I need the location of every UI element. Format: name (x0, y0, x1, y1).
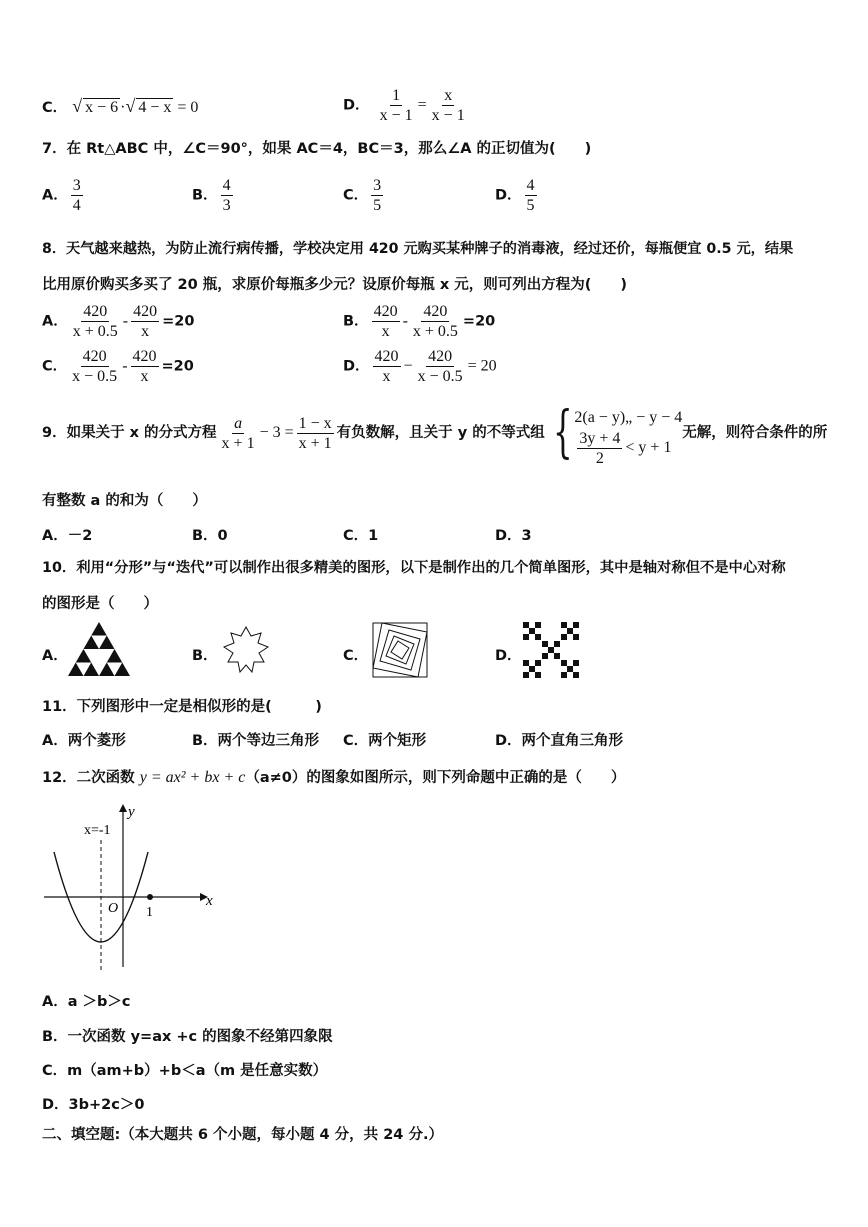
q7-option-d[interactable] (495, 176, 540, 215)
fraction-numerator: 3 (373, 177, 382, 194)
fraction-denominator: x (141, 323, 150, 340)
y-axis-label: y (128, 804, 135, 820)
q9-stem-line1 (42, 400, 828, 467)
fraction-denominator: x − 1 (379, 107, 413, 124)
q10-option-c[interactable]: C． (343, 648, 369, 664)
fraction-numerator: 420 (82, 348, 107, 365)
fraction-denominator: x − 1 (431, 107, 465, 124)
q9-option-c[interactable]: C．1 (343, 528, 379, 544)
fraction-denominator: x − 0.5 (417, 368, 463, 385)
q8-option-a[interactable]: A． $\frac{420}{x + 0.5}$ - $\frac{420}{x}$ =20 (42, 303, 195, 340)
fraction-denominator: x + 1 (221, 434, 255, 452)
fraction-denominator: x (140, 368, 149, 385)
option-label: D． (495, 187, 522, 204)
fraction-denominator: 4 (72, 197, 81, 214)
q9-text: 9．如果关于 x 的分式方程 (42, 425, 217, 441)
fraction-numerator: a (234, 414, 243, 432)
q8-stem-line1: 8．天气越来越热，为防止流行病传播，学校决定用 420 元购买某种牌子的消毒液，经过还价，每瓶便宜 0.5 元，结果 (42, 241, 794, 257)
koch-snowflake-image (220, 624, 272, 676)
fraction-numerator: 4 (526, 177, 535, 194)
q7-option-b[interactable] (192, 176, 236, 215)
equation-rhs: =20 (462, 313, 496, 330)
fraction-numerator: 3y + 4 (579, 429, 621, 447)
nested-squares-image (372, 622, 428, 678)
fraction-denominator: x + 1 (298, 434, 332, 452)
fraction-denominator: 2 (595, 449, 604, 467)
q7-option-a[interactable] (42, 176, 86, 215)
q6-option-d[interactable]: D． $\frac{1}{x - 1}$ = $\frac{x}{x - 1}$ (343, 87, 465, 124)
fraction-numerator: 420 (132, 348, 157, 365)
q12-option-d[interactable]: D．3b+2c＞0 (42, 1097, 145, 1113)
q12-option-a[interactable]: A．a ＞b＞c (42, 994, 131, 1010)
equation-rhs: = 20 (467, 357, 497, 375)
q10-option-a[interactable]: A． (42, 648, 68, 664)
fraction-numerator: 420 (133, 303, 158, 320)
q11-stem: 11．下列图形中一定是相似形的是( ) (42, 699, 322, 715)
q11-option-c[interactable]: C．两个矩形 (343, 733, 427, 749)
fraction-numerator: 3 (72, 177, 81, 194)
y-axis-arrow (119, 804, 127, 812)
q12-text: （a≠0）的图象如图所示，则下列命题中正确的是（ ） (245, 770, 626, 786)
option-label: D． (343, 358, 370, 375)
fraction-denominator: x + 0.5 (412, 323, 458, 340)
fraction-numerator: 420 (373, 303, 398, 320)
q10-stem-line1: 10．利用“分形”与“迭代”可以制作出很多精美的图形，以下是制作出的几个简单图形，其中是轴对称但不是中心对称 (42, 560, 786, 576)
q8-option-b[interactable]: B． $\frac{420}{x}$ - $\frac{420}{x + 0.5}$ =20 (343, 303, 496, 340)
q7-option-c[interactable] (343, 176, 386, 215)
parabola-graph (40, 802, 220, 972)
fraction-denominator: x (382, 368, 391, 385)
root-point (147, 894, 153, 900)
q8-option-d[interactable]: D． $\frac{420}{x}$ − $\frac{420}{x - 0.5}$ = 20 (343, 348, 497, 385)
option-label: C． (42, 358, 68, 375)
fraction-denominator: 3 (222, 197, 231, 214)
q12-option-b[interactable]: B．一次函数 y=ax +c 的图象不经第四象限 (42, 1029, 333, 1045)
equation-rhs: =20 (162, 313, 195, 330)
option-expression: √ x − 6 ·√ 4 − x = 0 (72, 96, 199, 116)
section-heading: 二、填空题:（本大题共 6 个小题，每小题 4 分，共 24 分.） (42, 1127, 443, 1143)
q9-stem-line2: 有整数 a 的和为（ ） (42, 493, 207, 509)
checker-fractal-image (523, 622, 579, 678)
origin-label: O (108, 901, 119, 916)
fraction-denominator: x + 0.5 (72, 323, 118, 340)
fraction-denominator: 5 (526, 197, 535, 214)
q9-option-a[interactable]: A．－2 (42, 528, 93, 544)
q12-text: 12．二次函数 (42, 770, 135, 786)
option-label: D． (343, 97, 370, 114)
q12-expression: y = ax² + bx + c (139, 769, 246, 786)
q11-option-d[interactable]: D．两个直角三角形 (495, 733, 624, 749)
q11-option-b[interactable]: B．两个等边三角形 (192, 733, 320, 749)
symmetry-axis-label: x=-1 (84, 823, 111, 838)
fraction-numerator: 420 (423, 303, 448, 320)
q9-option-d[interactable]: D．3 (495, 528, 532, 544)
fraction-numerator: x (444, 87, 453, 104)
q12-stem (42, 766, 625, 787)
tick-label-1: 1 (146, 905, 153, 920)
q9-text: 有负数解，且关于 y 的不等式组 (336, 425, 545, 441)
q9-option-b[interactable]: B．0 (192, 528, 228, 544)
fraction-numerator: 4 (222, 177, 231, 194)
q9-text: 无解，则符合条件的所 (682, 425, 828, 441)
option-label: A． (42, 187, 68, 204)
x-axis-label: x (206, 893, 213, 909)
fraction-numerator: 1 − x (298, 414, 332, 432)
fraction-numerator: 420 (428, 348, 453, 365)
q12-option-c[interactable]: C．m（am+b）+b＜a（m 是任意实数） (42, 1063, 328, 1079)
fraction-numerator: 420 (83, 303, 108, 320)
inequality-row: 2(a − y)„ − y − 4 (574, 409, 683, 426)
equation-operator: − 3 = (259, 424, 294, 441)
fraction-numerator: 1 (392, 87, 401, 104)
q8-option-c[interactable]: C． $\frac{420}{x - 0.5}$ - $\frac{420}{x}$ =20 (42, 348, 194, 385)
equation-rhs: =20 (161, 358, 194, 375)
q10-stem-line2: 的图形是（ ） (42, 596, 158, 612)
inequality-system: { 2(a − y)„ − y − 4 $\frac{3y + 4}{2}$ < y + 1 (552, 400, 683, 467)
option-label: B． (343, 313, 369, 330)
q10-option-b[interactable]: B． (192, 648, 218, 664)
fraction-denominator: 5 (373, 197, 382, 214)
q7-stem: 7．在 Rt△ABC 中，∠C＝90°，如果 AC＝4，BC＝3，那么∠A 的正切值为( ) (42, 141, 592, 157)
q10-option-d[interactable]: D． (495, 648, 522, 664)
fraction-numerator: 420 (374, 348, 399, 365)
option-label: B． (192, 187, 218, 204)
fraction-denominator: x (381, 323, 390, 340)
sierpinski-triangle-image (68, 622, 130, 678)
option-label: C． (343, 187, 369, 204)
fraction-denominator: x − 0.5 (72, 368, 118, 385)
q6-option-c[interactable] (42, 96, 198, 117)
option-label: C． (42, 100, 68, 116)
option-label: A． (42, 313, 68, 330)
q11-option-a[interactable]: A．两个菱形 (42, 733, 126, 749)
inequality-rhs: < y + 1 (625, 439, 672, 456)
q8-stem-line2: 比用原价购买多买了 20 瓶，求原价每瓶多少元？设原价每瓶 x 元，则可列出方程为( ) (42, 277, 627, 293)
